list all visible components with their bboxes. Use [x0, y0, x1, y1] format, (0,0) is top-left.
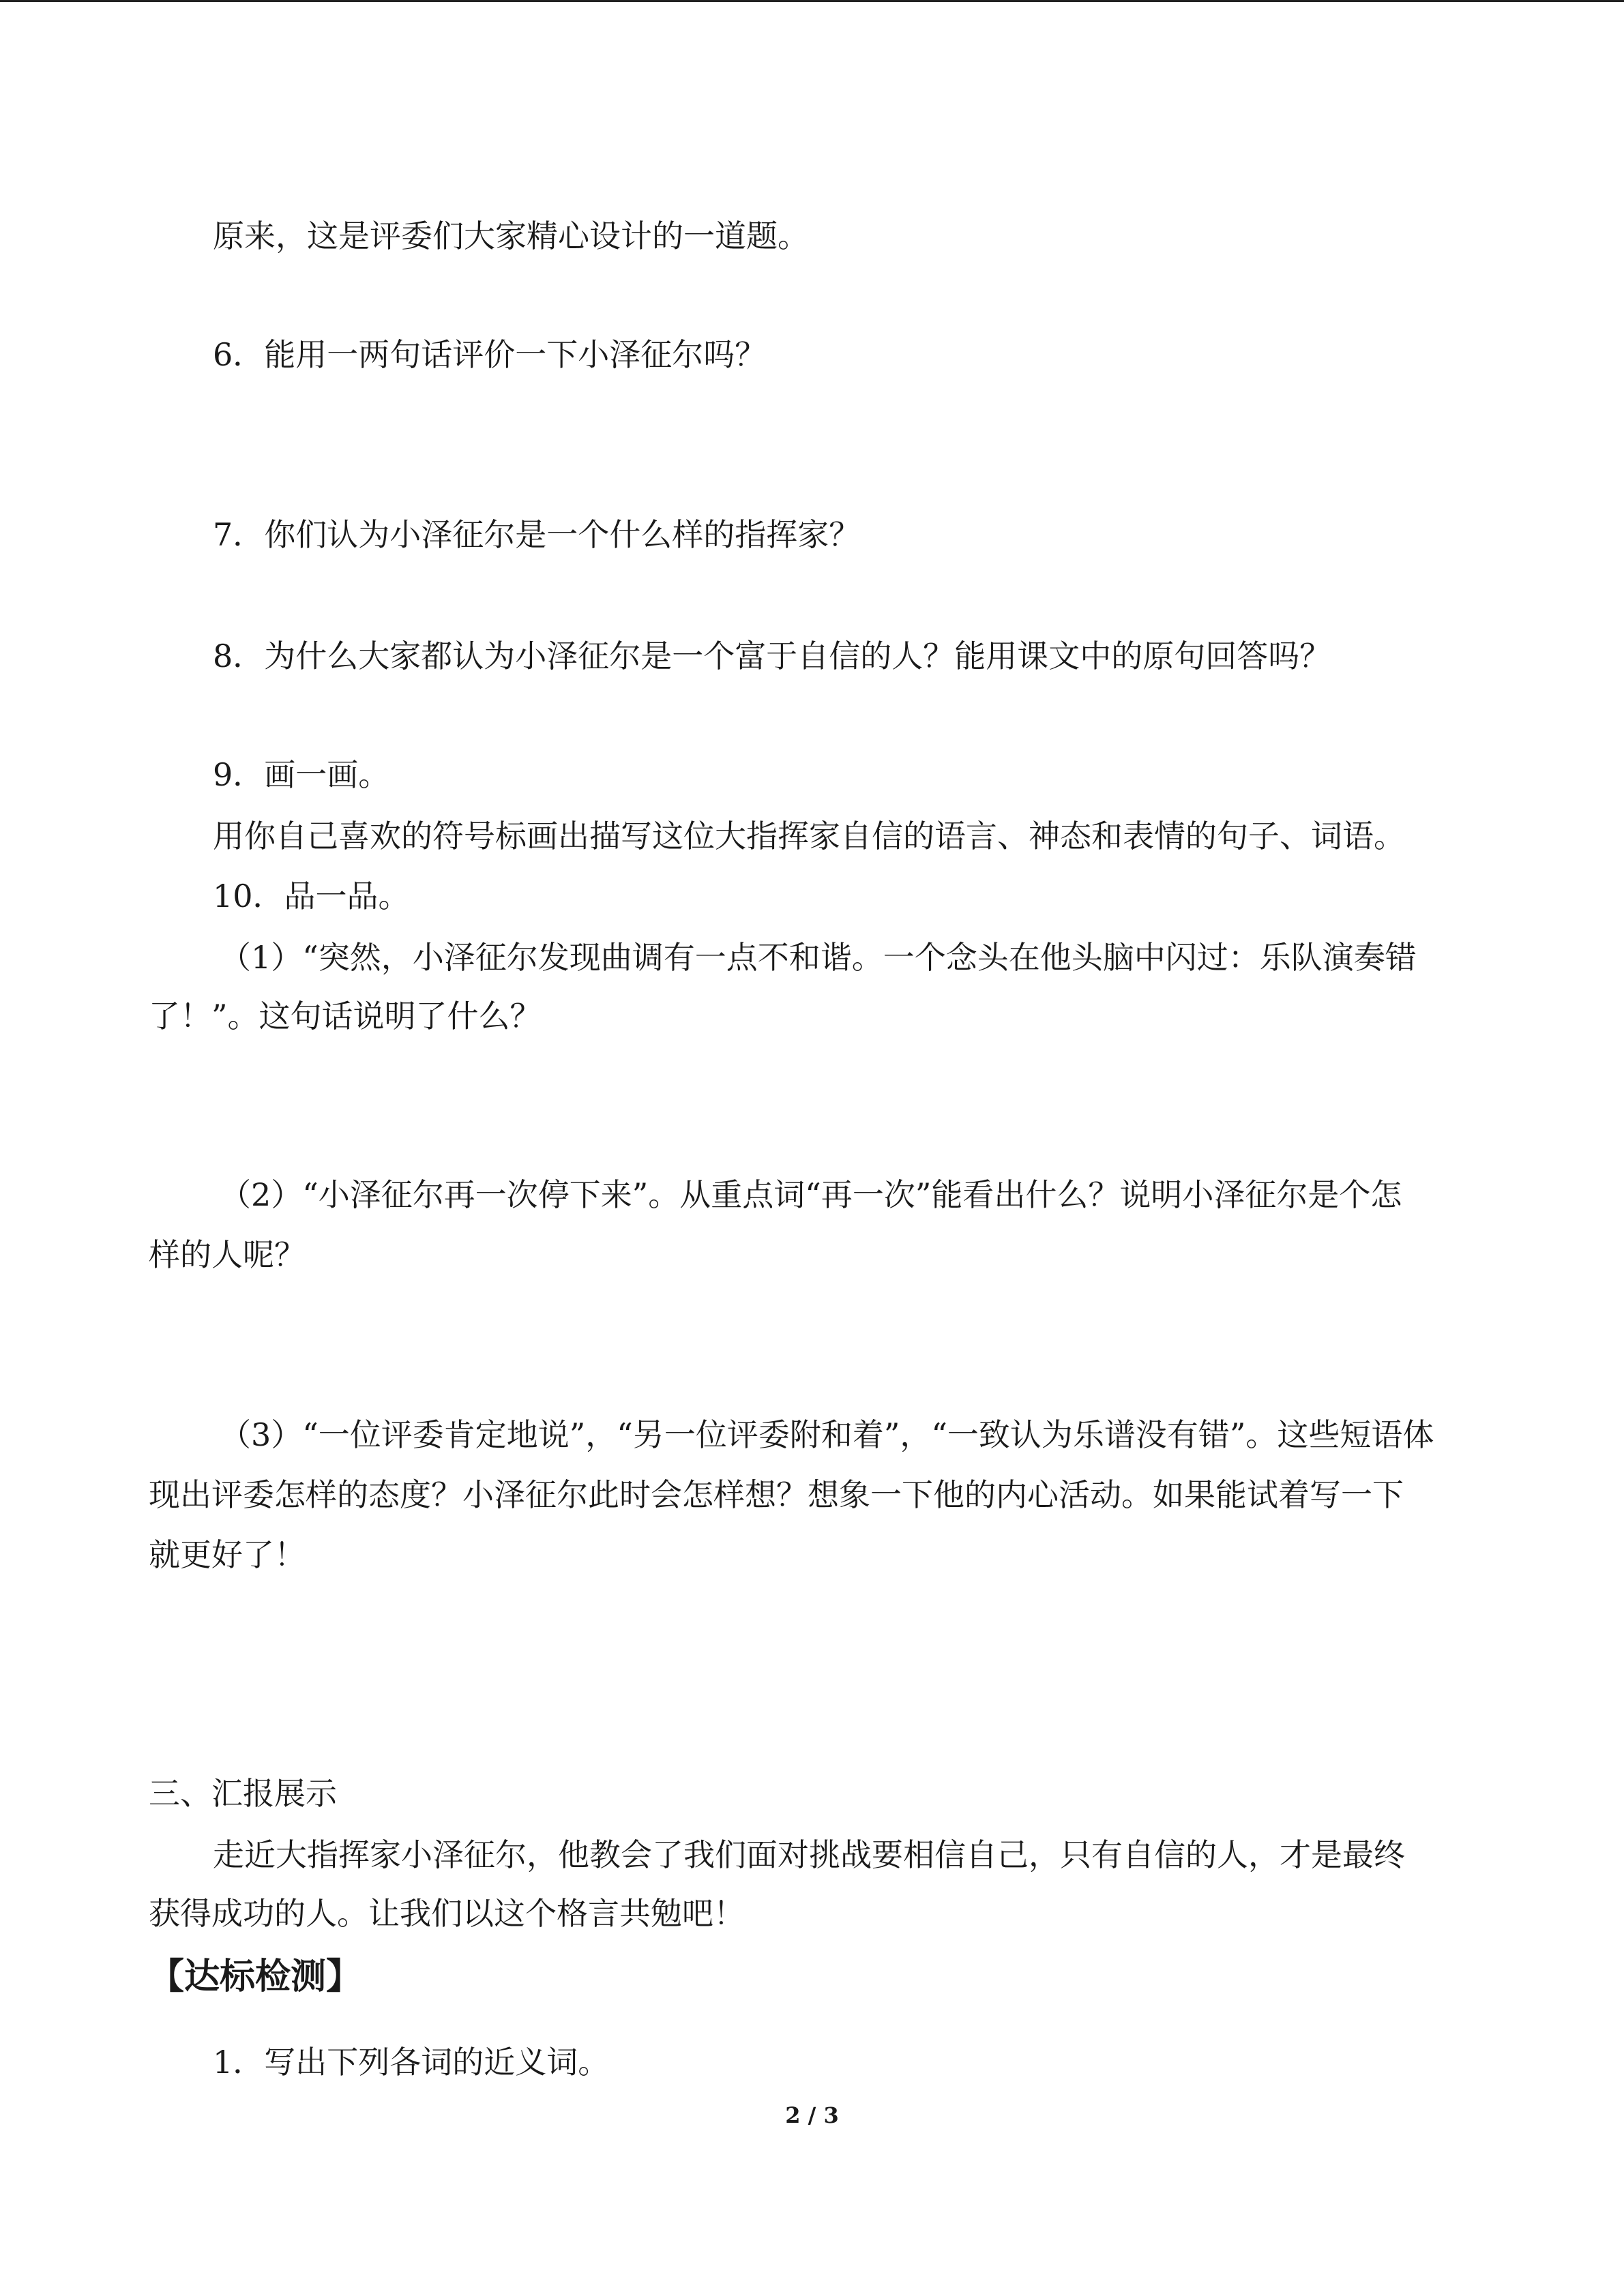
question-10-part-3: （3）“一位评委肯定地说”，“另一位评委附和着”，“一致认为乐谱没有错”。这些短语体 [220, 1416, 1434, 1453]
question-10-part-2: （2）“小泽征尔再一次停下来”。从重点词“再一次”能看出什么？说明小泽征尔是个怎 [220, 1176, 1402, 1213]
section-heading: 【达标检测】 [149, 1956, 362, 1997]
question-6: 6．能用一两句话评价一下小泽征尔吗？ [213, 336, 767, 373]
question-10-part-3-cont-1: 现出评委怎样的态度？小泽征尔此时会怎样想？想象一下他的内心活动。如果能试着写一下 [149, 1476, 1404, 1513]
question-9: 9．画一画。 [213, 756, 390, 793]
question-7: 7．你们认为小泽征尔是一个什么样的指挥家？ [213, 516, 861, 553]
question-10-part-1-cont: 了！”。这句话说明了什么？ [149, 998, 542, 1034]
question-10: 10．品一品。 [213, 878, 410, 914]
question-10-part-1: （1）“突然，小泽征尔发现曲调有一点不和谐。一个念头在他头脑中闪过：乐队演奏错 [220, 939, 1417, 976]
question-10-part-2-cont: 样的人呢？ [149, 1236, 306, 1273]
question-8: 8．为什么大家都认为小泽征尔是一个富于自信的人？能用课文中的原句回答吗？ [213, 638, 1331, 674]
text-line: 原来，这是评委们大家精心设计的一道题。 [213, 218, 809, 254]
section-3-paragraph: 走近大指挥家小泽征尔，他教会了我们面对挑战要相信自己，只有自信的人，才是最终 [213, 1836, 1405, 1873]
section-3-paragraph-cont: 获得成功的人。让我们以这个格言共勉吧！ [149, 1895, 745, 1932]
test-question-1: 1．写出下列各词的近义词。 [213, 2044, 610, 2081]
question-10-part-3-cont-2: 就更好了！ [149, 1536, 306, 1573]
top-border-rule [0, 0, 1624, 2]
section-3-title: 三、汇报展示 [149, 1775, 337, 1812]
page-number: 2 / 3 [785, 2102, 839, 2128]
question-9-instruction: 用你自己喜欢的符号标画出描写这位大指挥家自信的语言、神态和表情的句子、词语。 [213, 818, 1405, 854]
